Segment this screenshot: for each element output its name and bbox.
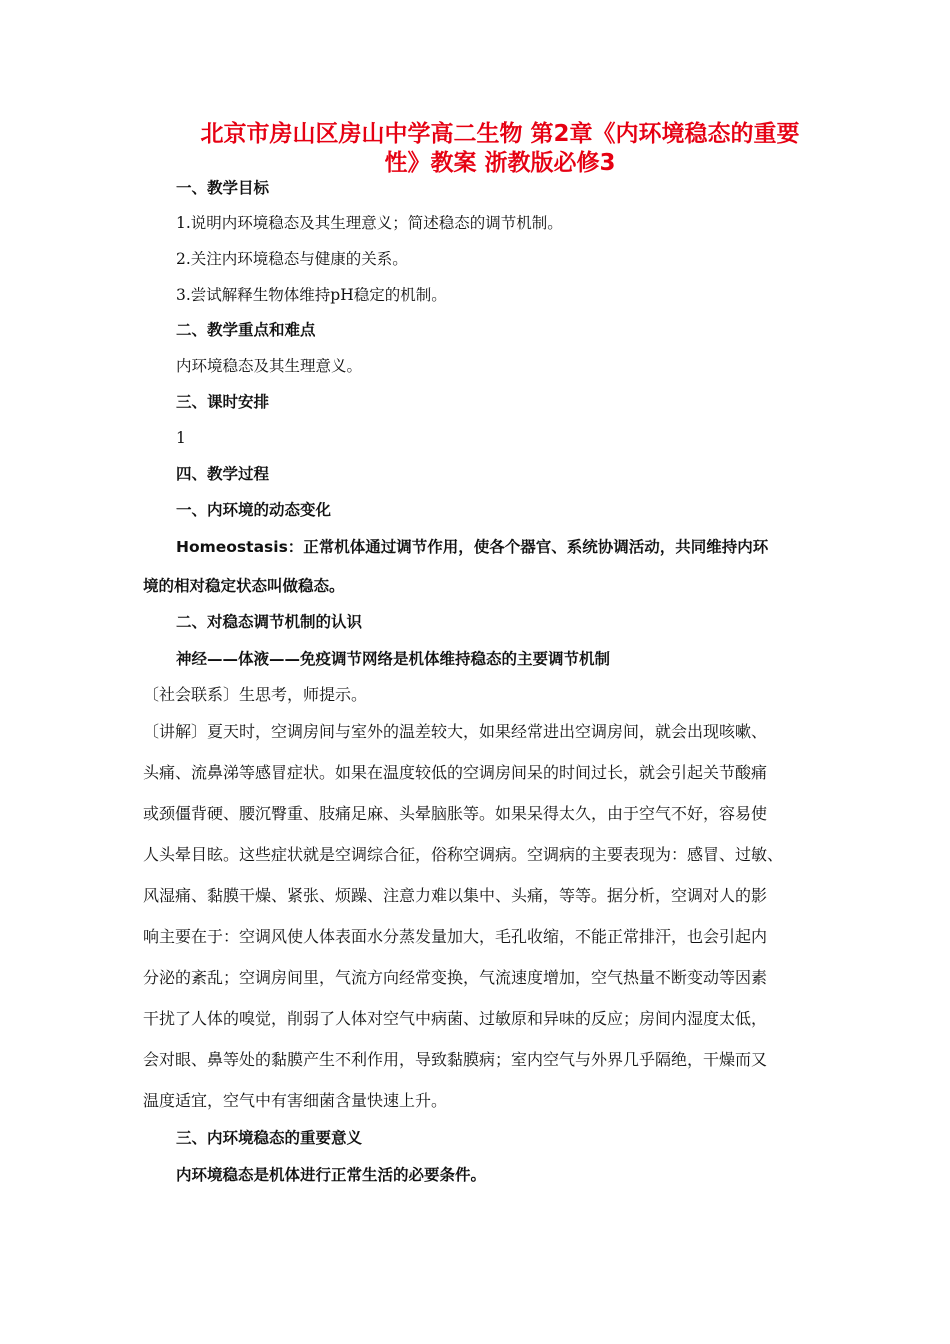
lecture-line-8: 干扰了人体的嗅觉，削弱了人体对空气中病菌、过敏原和异味的反应；房间内湿度太低，	[143, 1009, 768, 1028]
lecture-line-4: 人头晕目眩。这些症状就是空调综合征，俗称空调病。空调病的主要表现为：感冒、过敏、	[143, 845, 784, 864]
subsection-heading-mechanism: 二、对稳态调节机制的认识	[176, 613, 363, 631]
definition-line-1: Homeostasis：正常机体通过调节作用，使各个器官、系统协调活动，共同维持内环	[176, 538, 769, 556]
section-heading-key-points: 二、教学重点和难点	[176, 321, 316, 339]
document-title	[150, 120, 850, 178]
title-line-2: 性》教案 浙教版必修3	[384, 150, 616, 176]
subsection-heading-significance: 三、内环境稳态的重要意义	[176, 1129, 363, 1147]
lecture-line-7: 分泌的紊乱；空调房间里，气流方向经常变换，气流速度增加，空气热量不断变动等因素	[143, 968, 768, 987]
significance-statement: 内环境稳态是机体进行正常生活的必要条件。	[176, 1166, 487, 1184]
title-line-1: 北京市房山区房山中学高二生物 第2章《内环境稳态的重要	[200, 121, 800, 147]
section-heading-schedule: 三、课时安排	[176, 393, 270, 411]
lecture-line-2: 头痛、流鼻涕等感冒症状。如果在温度较低的空调房间呆的时间过长，就会引起关节酸痛	[143, 763, 768, 782]
section-heading-goals: 一、教学目标	[176, 179, 270, 197]
schedule-text: 1	[176, 429, 186, 447]
goal-item-3: 3.尝试解释生物体维持pH稳定的机制。	[176, 286, 447, 304]
definition-line-2: 境的相对稳定状态叫做稳态。	[143, 577, 345, 595]
section-heading-process: 四、教学过程	[176, 465, 270, 483]
social-connection-line: 〔社会联系〕生思考，师提示。	[143, 685, 368, 704]
lecture-line-6: 响主要在于：空调风使人体表面水分蒸发量加大，毛孔收缩，不能正常排汗，也会引起内	[143, 927, 768, 946]
lecture-line-10: 温度适宜，空气中有害细菌含量快速上升。	[143, 1091, 448, 1110]
goal-item-2: 2.关注内环境稳态与健康的关系。	[176, 250, 408, 268]
subsection-heading-dynamic-change: 一、内环境的动态变化	[176, 501, 332, 519]
goal-item-1: 1.说明内环境稳态及其生理意义；简述稳态的调节机制。	[176, 214, 563, 232]
mechanism-statement: 神经——体液——免疫调节网络是机体维持稳态的主要调节机制	[176, 650, 611, 668]
lecture-line-9: 会对眼、鼻等处的黏膜产生不利作用，导致黏膜病；室内空气与外界几乎隔绝，干燥而又	[143, 1050, 768, 1069]
lecture-line-5: 风湿痛、黏膜干燥、紧张、烦躁、注意力难以集中、头痛，等等。据分析，空调对人的影	[143, 886, 768, 905]
lecture-line-1: 〔讲解〕夏天时，空调房间与室外的温差较大，如果经常进出空调房间，就会出现咳嗽、	[143, 722, 768, 741]
key-points-text: 内环境稳态及其生理意义。	[176, 357, 363, 375]
lecture-line-3: 或颈僵背硬、腰沉臀重、肢痛足麻、头晕脑胀等。如果呆得太久，由于空气不好，容易使	[143, 804, 768, 823]
